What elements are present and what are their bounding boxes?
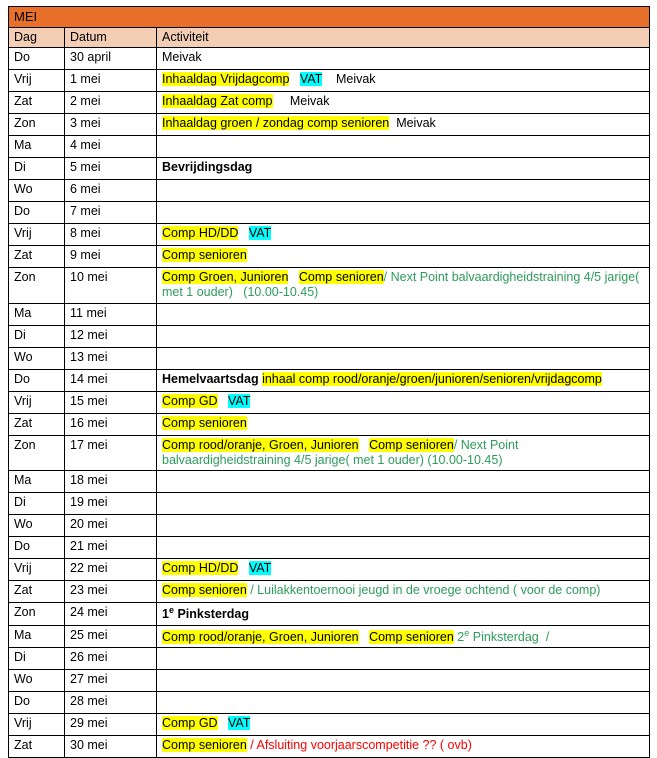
cell-activiteit (157, 136, 650, 158)
calendar-body (9, 7, 650, 758)
table-row (9, 735, 650, 757)
cell-dag: Di (9, 325, 65, 347)
cell-activiteit (157, 413, 650, 435)
column-header-dag: Dag (9, 27, 65, 47)
cell-datum: 27 mei (65, 669, 157, 691)
cell-datum: 30 mei (65, 735, 157, 757)
cell-activiteit (157, 713, 650, 735)
activity-segment: 1 (162, 607, 169, 622)
table-row (9, 625, 650, 647)
table-row (9, 471, 650, 493)
activity-segment: Comp senioren (298, 270, 384, 285)
activity-segment: Comp rood/oranje, Groen, Junioren (162, 629, 359, 644)
activity-segment: Comp senioren (162, 583, 247, 598)
activity-segment (289, 72, 299, 86)
cell-activiteit (157, 92, 650, 114)
cell-datum: 9 mei (65, 246, 157, 268)
cell-datum: 22 mei (65, 559, 157, 581)
table-row (9, 691, 650, 713)
activity-segment: 2 (453, 629, 465, 644)
cell-datum: 26 mei (65, 647, 157, 669)
activity-segment: Pinksterdag (173, 607, 249, 622)
table-row (9, 603, 650, 625)
cell-dag: Zat (9, 92, 65, 114)
table-row (9, 413, 650, 435)
cell-dag: Vrij (9, 70, 65, 92)
cell-activiteit (157, 158, 650, 180)
cell-datum: 1 mei (65, 70, 157, 92)
calendar-header-row (9, 27, 650, 47)
cell-datum: 25 mei (65, 625, 157, 647)
cell-datum: 15 mei (65, 391, 157, 413)
activity-segment: Comp HD/DD (162, 226, 239, 241)
cell-datum: 12 mei (65, 325, 157, 347)
cell-activiteit (157, 691, 650, 713)
cell-datum: 28 mei (65, 691, 157, 713)
table-row (9, 114, 650, 136)
cell-activiteit (157, 347, 650, 369)
cell-datum: 17 mei (65, 435, 157, 471)
table-row (9, 581, 650, 603)
table-row (9, 202, 650, 224)
cell-datum: 23 mei (65, 581, 157, 603)
cell-activiteit (157, 493, 650, 515)
table-row (9, 70, 650, 92)
activity-segment: VAT (248, 226, 272, 241)
cell-activiteit (157, 435, 650, 471)
cell-activiteit (157, 581, 650, 603)
table-row (9, 347, 650, 369)
calendar-title-row (9, 7, 650, 28)
cell-activiteit (157, 224, 650, 246)
activity-segment: Inhaaldag Vrijdagcomp (162, 72, 290, 87)
cell-activiteit (157, 735, 650, 757)
cell-datum: 7 mei (65, 202, 157, 224)
table-row (9, 493, 650, 515)
cell-activiteit (157, 471, 650, 493)
activity-segment: / Next Point balvaardigheidstraining 4/5 jarige( met 1 ouder) (10.00-10.45) (162, 437, 522, 467)
cell-dag: Di (9, 493, 65, 515)
cell-dag: Do (9, 369, 65, 391)
cell-datum: 18 mei (65, 471, 157, 493)
table-row (9, 136, 650, 158)
cell-dag: Zon (9, 114, 65, 136)
cell-dag: Wo (9, 180, 65, 202)
table-row (9, 92, 650, 114)
cell-dag: Di (9, 647, 65, 669)
cell-dag: Zat (9, 413, 65, 435)
table-row (9, 647, 650, 669)
activity-segment: inhaal comp rood/oranje/groen/junioren/senioren/vrijdagcomp (262, 371, 602, 386)
cell-datum: 16 mei (65, 413, 157, 435)
activity-segment (218, 716, 228, 730)
cell-dag: Do (9, 537, 65, 559)
activity-segment: Comp senioren (162, 737, 247, 752)
cell-dag: Vrij (9, 713, 65, 735)
activity-segment: VAT (228, 393, 251, 408)
activity-segment: Pinksterdag / (469, 629, 550, 644)
table-row (9, 537, 650, 559)
cell-datum: 5 mei (65, 158, 157, 180)
table-row (9, 224, 650, 246)
activity-segment: Comp senioren (162, 415, 247, 430)
cell-datum: 20 mei (65, 515, 157, 537)
cell-activiteit (157, 246, 650, 268)
activity-segment: e (464, 627, 470, 638)
activity-segment: Meivak (322, 72, 376, 87)
activity-segment: Meivak (162, 50, 202, 65)
activity-segment (238, 226, 248, 240)
cell-datum: 30 april (65, 48, 157, 70)
cell-dag: Ma (9, 303, 65, 325)
table-row (9, 180, 650, 202)
table-row (9, 268, 650, 304)
cell-dag: Wo (9, 347, 65, 369)
cell-activiteit (157, 303, 650, 325)
cell-activiteit (157, 114, 650, 136)
table-row (9, 515, 650, 537)
cell-dag: Zat (9, 246, 65, 268)
cell-activiteit (157, 70, 650, 92)
table-row (9, 435, 650, 471)
activity-segment (359, 438, 369, 452)
activity-segment: VAT (248, 561, 272, 576)
cell-activiteit (157, 48, 650, 70)
column-header-datum: Datum (65, 27, 157, 47)
activity-segment: Bevrijdingsdag (162, 160, 253, 175)
activity-segment: Comp HD/DD (162, 561, 239, 576)
cell-activiteit (157, 391, 650, 413)
activity-segment: Comp senioren (369, 437, 454, 452)
cell-dag: Ma (9, 625, 65, 647)
cell-datum: 3 mei (65, 114, 157, 136)
activity-segment: Inhaaldag groen / zondag comp senioren (162, 116, 390, 131)
activity-segment: Comp senioren (369, 629, 454, 644)
cell-dag: Wo (9, 515, 65, 537)
cell-dag: Zon (9, 435, 65, 471)
cell-dag: Zon (9, 268, 65, 304)
cell-dag: Do (9, 202, 65, 224)
activity-segment: Inhaaldag Zat comp (162, 94, 273, 109)
cell-datum: 8 mei (65, 224, 157, 246)
cell-dag: Vrij (9, 559, 65, 581)
activity-segment: / Afsluiting voorjaarscompetitie ?? ( ovb) (246, 737, 472, 752)
activity-segment: Hemelvaartsdag (162, 371, 263, 386)
cell-activiteit (157, 369, 650, 391)
cell-dag: Di (9, 158, 65, 180)
cell-activiteit (157, 603, 650, 625)
cell-datum: 2 mei (65, 92, 157, 114)
cell-activiteit (157, 559, 650, 581)
cell-dag: Vrij (9, 224, 65, 246)
column-header-activiteit: Activiteit (157, 27, 650, 47)
cell-datum: 14 mei (65, 369, 157, 391)
cell-dag: Zat (9, 581, 65, 603)
table-row (9, 559, 650, 581)
activity-segment (359, 630, 369, 644)
activity-segment: Comp GD (162, 715, 218, 730)
cell-activiteit (157, 325, 650, 347)
cell-datum: 21 mei (65, 537, 157, 559)
table-row (9, 369, 650, 391)
activity-segment (218, 394, 228, 408)
cell-activiteit (157, 647, 650, 669)
activity-segment: VAT (228, 715, 251, 730)
cell-datum: 19 mei (65, 493, 157, 515)
cell-datum: 29 mei (65, 713, 157, 735)
cell-dag: Wo (9, 669, 65, 691)
activity-segment (238, 561, 248, 575)
cell-dag: Vrij (9, 391, 65, 413)
cell-datum: 6 mei (65, 180, 157, 202)
table-row (9, 325, 650, 347)
activity-segment: / Next Point balvaardigheidstraining 4/5 jarige( met 1 ouder) (10.00-10.45) (162, 270, 643, 300)
activity-segment: Comp senioren (162, 248, 247, 263)
calendar-table (8, 6, 650, 758)
cell-activiteit (157, 537, 650, 559)
cell-activiteit (157, 625, 650, 647)
activity-segment: e (168, 605, 174, 616)
cell-activiteit (157, 669, 650, 691)
cell-dag: Zon (9, 603, 65, 625)
table-row (9, 48, 650, 70)
cell-dag: Ma (9, 471, 65, 493)
activity-segment: Comp Groen, Junioren (162, 270, 289, 285)
activity-segment: Meivak (389, 116, 436, 131)
table-row (9, 158, 650, 180)
cell-activiteit (157, 515, 650, 537)
table-row (9, 713, 650, 735)
cell-datum: 4 mei (65, 136, 157, 158)
activity-segment: / Luilakkentoernooi jeugd in de vroege ochtend ( voor de comp) (246, 583, 601, 598)
cell-activiteit (157, 180, 650, 202)
cell-activiteit (157, 268, 650, 304)
cell-activiteit (157, 202, 650, 224)
activity-segment: Comp GD (162, 393, 218, 408)
cell-dag: Ma (9, 136, 65, 158)
cell-datum: 11 mei (65, 303, 157, 325)
cell-dag: Zat (9, 735, 65, 757)
cell-dag: Do (9, 691, 65, 713)
table-row (9, 669, 650, 691)
cell-datum: 24 mei (65, 603, 157, 625)
table-row (9, 391, 650, 413)
activity-segment: Meivak (272, 94, 330, 109)
activity-segment: Comp rood/oranje, Groen, Junioren (162, 437, 359, 452)
cell-datum: 13 mei (65, 347, 157, 369)
table-row (9, 303, 650, 325)
cell-datum: 10 mei (65, 268, 157, 304)
table-row (9, 246, 650, 268)
activity-segment (288, 270, 298, 284)
activity-segment: VAT (299, 72, 323, 87)
cell-dag: Do (9, 48, 65, 70)
calendar-title: MEI (9, 7, 650, 28)
